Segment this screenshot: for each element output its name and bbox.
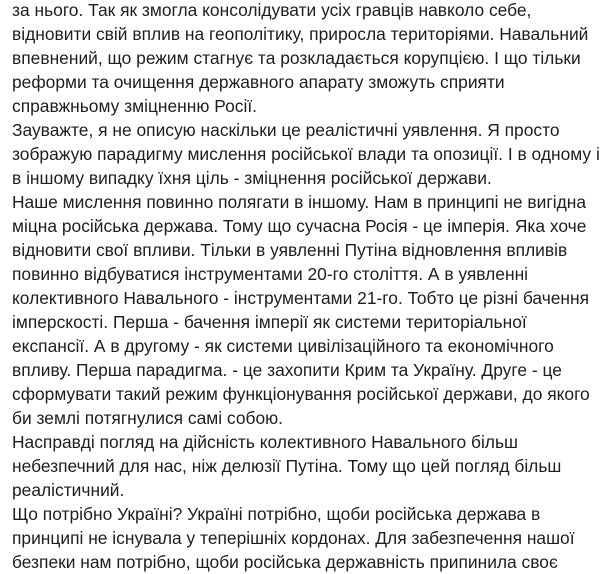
text-line: зображую парадигму мислення російської влади та опозиції. І в одному і [12, 144, 600, 164]
text-line: міцна російська держава. Тому що сучасна Росія - це імперія. Яка хоче [12, 216, 587, 236]
text-line: принципі не існувала у теперішніх кордонах. Для забезпечення нашої [12, 528, 575, 548]
text-line: в іншому випадку їхня ціль - зміцнення російської держави. [12, 168, 492, 188]
text-line: імперскості. Перша - бачення імперії як системи територіальної [12, 312, 527, 332]
text-line: реформи та очищення державного апарату зможуть сприяти [12, 72, 505, 92]
text-line: Насправді погляд на дійсність колективного Навального більш [12, 432, 518, 452]
text-line: сформувати такий режим функціонування російської держави, до якого [12, 384, 590, 404]
text-line: Наше мислення повинно полягати в іншому. Нам в принципі не вигідна [12, 192, 587, 212]
text-line: повинно відбуватися інструментами 20-го століття. А в уявленні [12, 264, 529, 284]
text-line: безпеки нам потрібно, щоби російська державність припинила своє [12, 552, 558, 572]
text-line: експансії. А в другому - як системи цивілізаційного та економічного [12, 336, 554, 356]
text-line: небезпечний для нас, ніж делюзії Путіна. Тому що цей погляд більш [12, 456, 562, 476]
text-line: справжньому зміцненню Росії. [12, 96, 257, 116]
text-line: реалістичний. [12, 480, 125, 500]
text-line: впливу. Перша парадигма. - це захопити Крим та Україну. Друге - це [12, 360, 562, 380]
text-line: колективного Навального - інструментами 21-го. Тобто це різні бачення [12, 288, 590, 308]
text-line: впевнений, що режим стагнує та розкладається корупцією. І що тільки [12, 48, 581, 68]
text-line: Зауважте, я не описую наскільки це реалістичні уявлення. Я просто [12, 120, 560, 140]
text-line: за нього. Так як змогла консолідувати усіх гравців навколо себе, [12, 0, 532, 20]
post-body [12, 0, 607, 574]
text-line: Що потрібно Україні? Україні потрібно, щоби російська держава в [12, 504, 541, 524]
text-line: відновити свої впливи. Тільки в уявленні Путіна відновлення впливів [12, 240, 568, 260]
text-line: відновити свій вплив на геополітику, приросла територіями. Навальний [12, 24, 589, 44]
text-line: би землі потягнулися самі собою. [12, 408, 283, 428]
